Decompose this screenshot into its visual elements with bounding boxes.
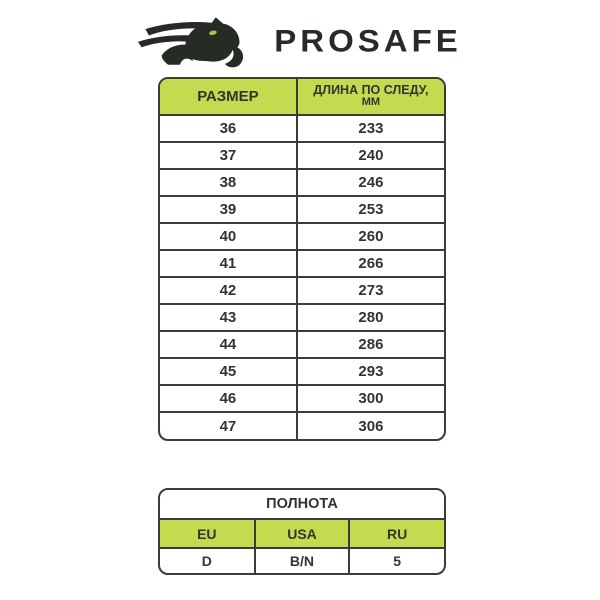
length-cell: 253 (297, 196, 444, 223)
size-cell: 45 (160, 358, 297, 385)
length-cell: 266 (297, 250, 444, 277)
size-row (160, 169, 444, 196)
size-row (160, 115, 444, 142)
size-cell: 39 (160, 196, 297, 223)
length-cell: 246 (297, 169, 444, 196)
size-cell: 37 (160, 142, 297, 169)
length-cell: 293 (297, 358, 444, 385)
brand-logo (150, 12, 462, 70)
length-cell: 273 (297, 277, 444, 304)
brand-wordmark: PROSAFE (274, 22, 462, 59)
width-table-header-row (160, 519, 444, 548)
size-row (160, 385, 444, 412)
width-table (158, 488, 446, 575)
eu-width-value: D (160, 548, 255, 573)
size-row (160, 277, 444, 304)
width-table-title: ПОЛНОТА (160, 490, 444, 519)
size-row (160, 304, 444, 331)
size-cell: 40 (160, 223, 297, 250)
size-row (160, 223, 444, 250)
length-column-header: ДЛИНА ПО СЛЕДУ, ММ (297, 79, 444, 115)
usa-column-header: USA (255, 519, 350, 548)
size-cell: 38 (160, 169, 297, 196)
size-cell: 44 (160, 331, 297, 358)
size-row (160, 250, 444, 277)
size-cell: 46 (160, 385, 297, 412)
size-row (160, 412, 444, 439)
size-column-header: РАЗМЕР (160, 79, 297, 115)
length-cell: 286 (297, 331, 444, 358)
size-table (158, 77, 446, 441)
length-cell: 280 (297, 304, 444, 331)
width-table-value-row (160, 548, 444, 573)
eu-column-header: EU (160, 519, 255, 548)
length-cell: 300 (297, 385, 444, 412)
usa-width-value: B/N (255, 548, 350, 573)
size-cell: 41 (160, 250, 297, 277)
length-cell: 260 (297, 223, 444, 250)
ru-column-header: RU (349, 519, 444, 548)
length-cell: 306 (297, 412, 444, 439)
ru-width-value: 5 (349, 548, 444, 573)
size-row (160, 331, 444, 358)
size-cell: 43 (160, 304, 297, 331)
size-cell: 36 (160, 115, 297, 142)
size-cell: 42 (160, 277, 297, 304)
size-table-header-row (160, 79, 444, 115)
rhino-icon (138, 14, 266, 68)
length-cell: 233 (297, 115, 444, 142)
length-cell: 240 (297, 142, 444, 169)
size-row (160, 142, 444, 169)
size-cell: 47 (160, 412, 297, 439)
size-row (160, 196, 444, 223)
size-row (160, 358, 444, 385)
width-table-title-row (160, 490, 444, 519)
